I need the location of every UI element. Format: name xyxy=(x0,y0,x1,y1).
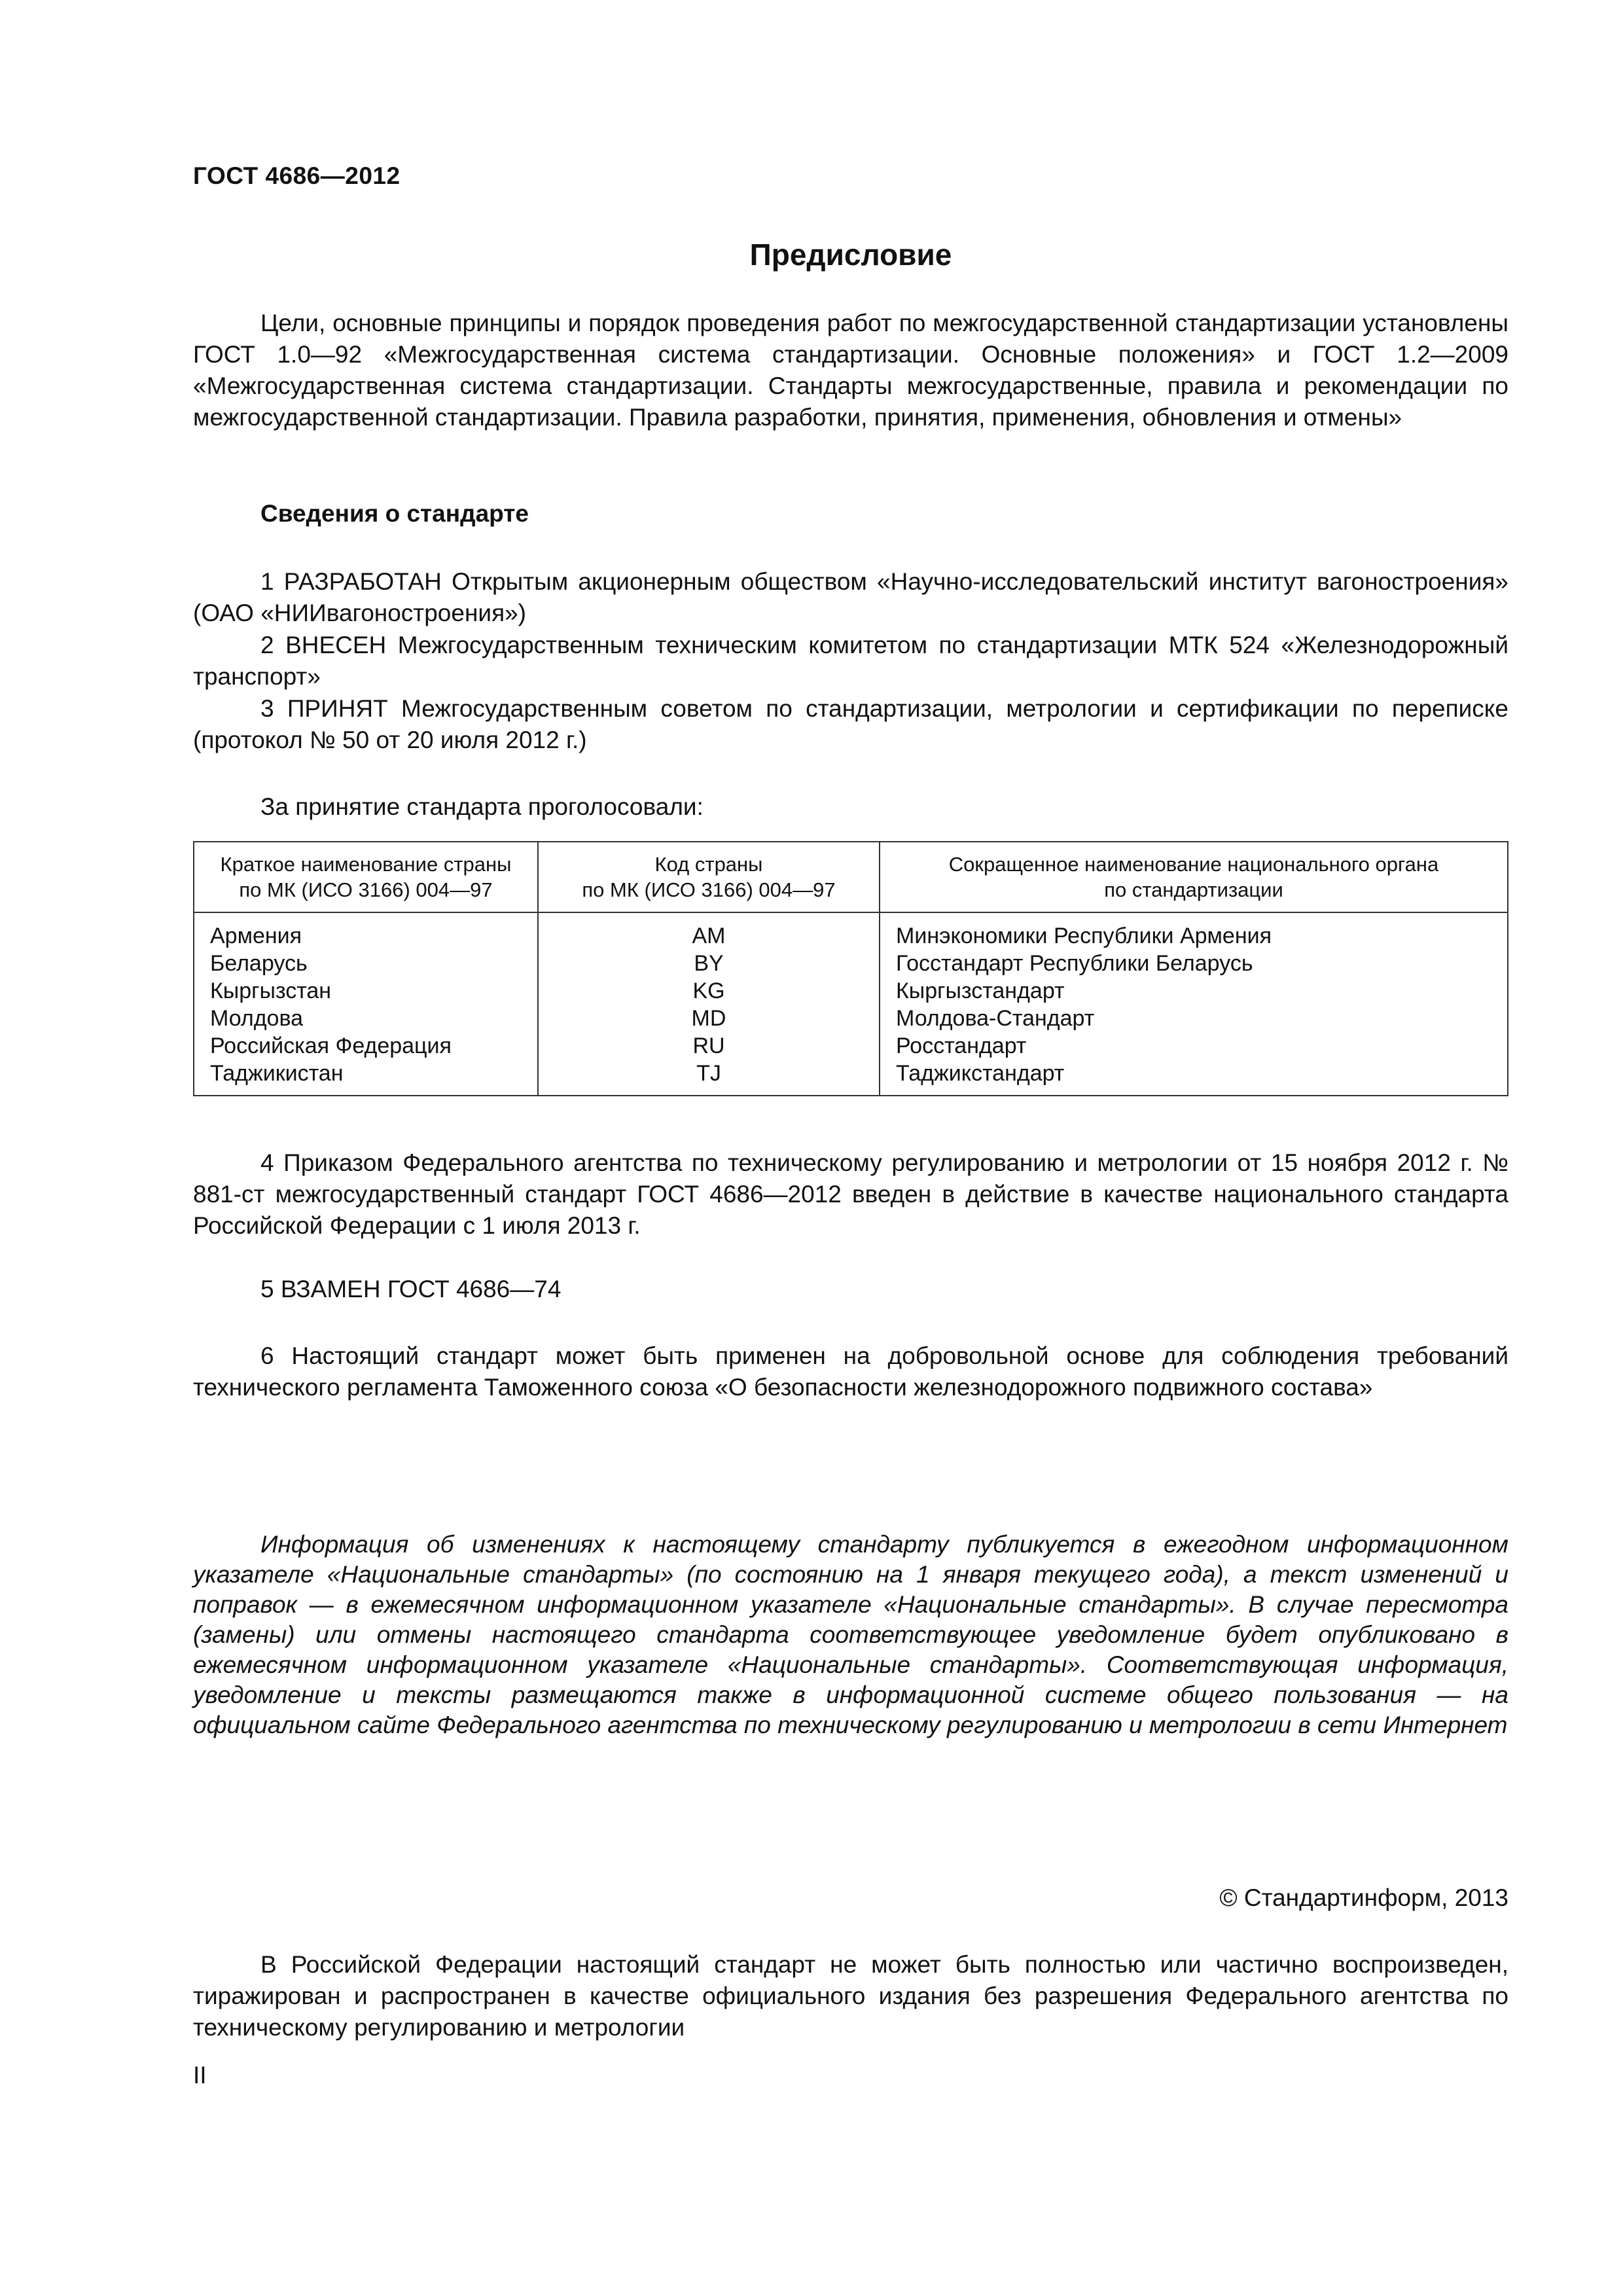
table-row xyxy=(194,1032,1508,1060)
standards-body-cell: Минэкономики Республики Армения xyxy=(880,912,1508,950)
intro-paragraph: Цели, основные принципы и порядок проведения работ по межгосударственной стандартизации установлены ГОСТ 1.0—92 «Межгосударственная система стандартизации. Основные положения» и ГОСТ 1.2—2009 «Межгосударственная система стандартизации. Стандарты межгосударственные, правила и рекомендации по межгосударственной стандартизации. Правила разработки, принятия, применения, обновления и отмены» xyxy=(193,310,1508,431)
country-cell: Армения xyxy=(194,912,538,950)
country-code-cell: KG xyxy=(538,977,880,1005)
column-header-line: по МК (ИСО 3166) 004—97 xyxy=(582,878,836,901)
country-code-cell: AM xyxy=(538,912,880,950)
table-row xyxy=(194,1060,1508,1096)
info-item-2: 2 ВНЕСЕН Межгосударственным техническим комитетом по стандартизации МТК 524 «Железнодорожный транспорт» xyxy=(193,632,1508,690)
country-cell: Кыргызстан xyxy=(194,977,538,1005)
page-number: II xyxy=(193,2062,207,2089)
standards-body-cell: Росстандарт xyxy=(880,1032,1508,1060)
standards-body-cell: Кыргызстандарт xyxy=(880,977,1508,1005)
country-code-cell: TJ xyxy=(538,1060,880,1096)
copyright-notice: © Стандартинформ, 2013 xyxy=(1219,1884,1508,1911)
column-header-line: Код страны xyxy=(654,853,763,876)
column-header-line: по МК (ИСО 3166) 004—97 xyxy=(239,878,493,901)
table-row xyxy=(194,950,1508,977)
standards-body-cell: Молдова-Стандарт xyxy=(880,1005,1508,1032)
country-code-cell: RU xyxy=(538,1032,880,1060)
amendments-info-note: Информация об изменениях к настоящему стандарту публикуется в ежегодном информационном указателе «Национальные стандарты» (по состоянию на 1 января текущего года), а текст изменений и поправок — в ежемесячном информационном указателе «Национальные стандарты». В случае пересмотра (замены) или отмены настоящего стандарта соответствующее уведомление будет опубликовано в ежемесячном информационном указателе «Национальные стандарты». Соответствующая информация, уведомление и тексты размещаются также в информационной системе общего пользования — на официальном сайте Федерального агентства по техническому регулированию и метрологии в сети Интернет xyxy=(193,1531,1508,1738)
table-row xyxy=(194,977,1508,1005)
standards-body-cell: Госстандарт Республики Беларусь xyxy=(880,950,1508,977)
country-cell: Беларусь xyxy=(194,950,538,977)
country-code-cell: BY xyxy=(538,950,880,977)
info-item-6: 6 Настоящий стандарт может быть применен на добровольной основе для соблюдения требований технического регламента Таможенного союза «О безопасности железнодорожного подвижного состава» xyxy=(193,1342,1508,1401)
table-header-row xyxy=(194,842,1508,912)
info-item-5: 5 ВЗАМЕН ГОСТ 4686—74 xyxy=(260,1276,562,1302)
voted-intro: За принятие стандарта проголосовали: xyxy=(260,793,704,820)
column-header-country xyxy=(194,842,538,912)
country-cell: Таджикистан xyxy=(194,1060,538,1096)
country-cell: Молдова xyxy=(194,1005,538,1032)
column-header-line: Краткое наименование страны xyxy=(220,853,512,876)
column-header-body xyxy=(880,842,1508,912)
column-header-line: по стандартизации xyxy=(1104,878,1283,901)
page-title: Предисловие xyxy=(749,238,952,272)
column-header-line: Сокращенное наименование национального органа xyxy=(948,853,1439,876)
table-row xyxy=(194,1005,1508,1032)
document-page xyxy=(193,0,1508,2296)
column-header-code xyxy=(538,842,880,912)
reproduction-notice: В Российской Федерации настоящий стандарт не может быть полностью или частично воспроизведен, тиражирован и распространен в качестве официального издания без разрешения Федерального агентства по техническому регулированию и метрологии xyxy=(193,1951,1508,2041)
info-item-4: 4 Приказом Федерального агентства по техническому регулированию и метрологии от 15 ноября 2012 г. № 881-ст межгосударственный стандарт ГОСТ 4686—2012 введен в действие в качестве национального стандарта Российской Федерации с 1 июля 2013 г. xyxy=(193,1149,1508,1239)
country-code-cell: MD xyxy=(538,1005,880,1032)
info-item-1: 1 РАЗРАБОТАН Открытым акционерным обществом «Научно-исследовательский институт вагоностроения» (ОАО «НИИвагоностроения») xyxy=(193,568,1508,626)
standard-code-header: ГОСТ 4686—2012 xyxy=(193,162,401,189)
country-cell: Российская Федерация xyxy=(194,1032,538,1060)
standards-body-cell: Таджикстандарт xyxy=(880,1060,1508,1096)
member-states-table xyxy=(193,841,1508,1096)
section-subheading: Сведения о стандарте xyxy=(260,500,529,527)
info-item-3: 3 ПРИНЯТ Межгосударственным советом по стандартизации, метрологии и сертификации по переписке (протокол № 50 от 20 июля 2012 г.) xyxy=(193,695,1508,753)
table-row xyxy=(194,912,1508,950)
